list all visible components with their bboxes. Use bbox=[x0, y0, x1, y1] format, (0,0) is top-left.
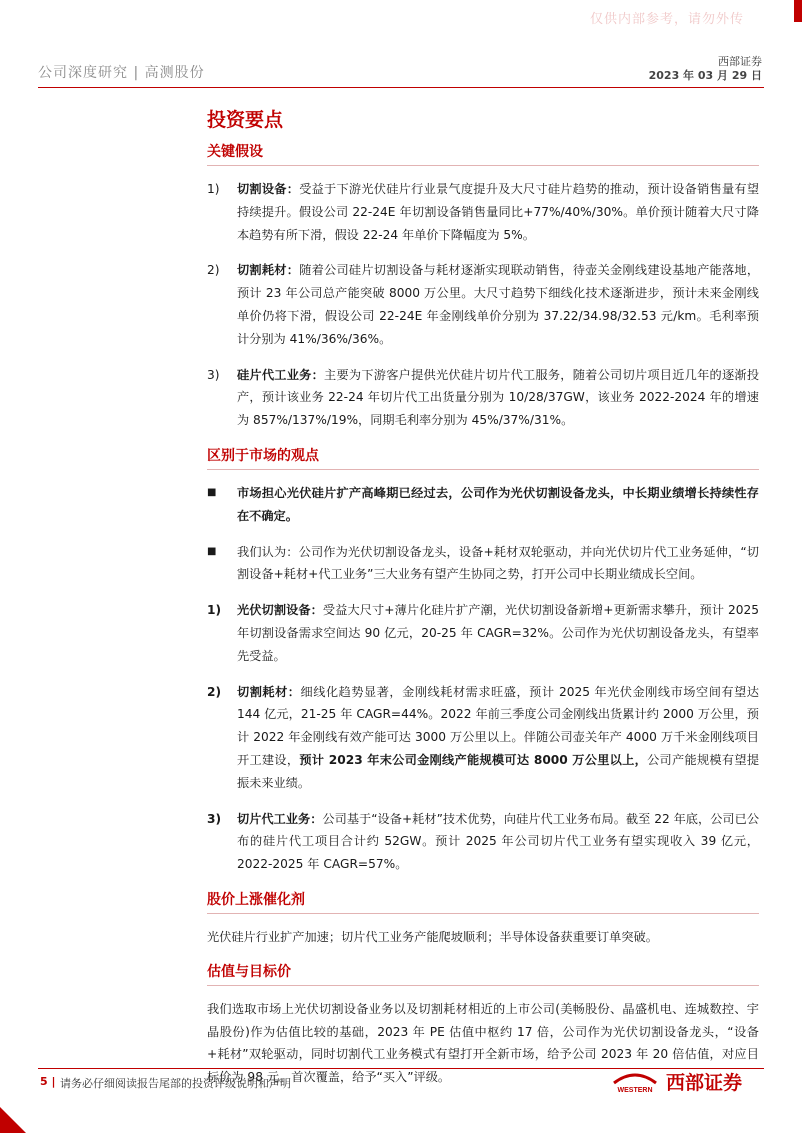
bullet-text: 市场担心光伏硅片扩产高峰期已经过去，公司作为光伏切割设备龙头，中长期业绩增长持续性存在不确定。 bbox=[237, 485, 759, 523]
list-item bbox=[207, 364, 759, 432]
header-breadcrumb: 公司深度研究 | 高测股份 bbox=[38, 65, 205, 81]
list-item bbox=[207, 681, 759, 795]
catalysts-text: 光伏硅片行业扩产加速；切片代工业务产能爬坡顺利；半导体设备获重要订单突破。 bbox=[207, 929, 658, 944]
item-number: 1) bbox=[207, 182, 220, 196]
section-heading-valuation: 估值与目标价 bbox=[207, 961, 759, 986]
list-item bbox=[207, 808, 759, 876]
item-text: 受益大尺寸+薄片化硅片扩产潮，光伏切割设备新增+更新需求攀升，预计 2025 年切割设备需求空间达 90 亿元，20-25 年 CAGR=32%。公司作为光伏切割设备龙头，有望率先受益。 bbox=[237, 603, 759, 663]
item-tail-text: 公司产能规模有望提振未来业绩。 bbox=[237, 752, 760, 790]
corner-accent-icon bbox=[0, 1107, 26, 1133]
bullet-item bbox=[207, 541, 759, 587]
square-bullet-icon: ■ bbox=[207, 486, 217, 498]
item-label: 硅片代工业务： bbox=[237, 367, 325, 382]
western-logo-icon bbox=[610, 1069, 660, 1095]
page-title: 投资要点 bbox=[207, 109, 284, 131]
item-label: 光伏切割设备： bbox=[237, 603, 323, 618]
item-text: 受益于下游光伏硅片行业景气度提升及大尺寸硅片趋势的推动，预计设备销售量有望持续提升。假设公司 22-24E 年切割设备销售量同比+77%/40%/30%。单价预计随着大尺寸降本趋势有所下滑，假设 22-24 年单价下降幅度为 5%。 bbox=[237, 182, 760, 242]
item-text: 随着公司硅片切割设备与耗材逐渐实现联动销售，待壶关金刚线建设基地产能落地，预计 23 年公司总产能突破 8000 万公里。大尺寸趋势下细线化技术逐渐进步，预计未来金刚线单价仍将下滑，假设公司 22-24E 年金刚线单价分别为 37.22/34.98/32.53 元/km。毛利率预计分别为 41%/36%/36%。 bbox=[237, 263, 760, 346]
item-label: 切割耗材： bbox=[237, 684, 301, 699]
item-label: 切片代工业务： bbox=[237, 811, 323, 826]
item-bold-text: 预计 2023 年末公司金刚线产能规模可达 8000 万公里以上， bbox=[299, 752, 648, 767]
item-text: 主要为下游客户提供光伏硅片切片代工服务，随着公司切片项目近几年的逐渐投产，预计该业务 22-24 年切片代工出货量分别为 10/28/37GW，该业务 2022-2024 年的增速为 857%/137%/19%，同期毛利率分别为 45%/37%/31%。 bbox=[237, 367, 760, 428]
list-item bbox=[207, 178, 759, 246]
watermark: 仅供内部参考，请勿外传 bbox=[590, 12, 745, 27]
item-number: 3) bbox=[207, 367, 220, 382]
item-label: 切割耗材： bbox=[237, 263, 300, 278]
logo-en-text: WESTERN bbox=[617, 1086, 653, 1094]
item-text: 公司基于“设备+耗材”技术优势，向硅片代工业务布局。截至 22 年底，公司已公布的硅片代工项目合计约 52GW。预计 2025 年公司切片代工业务有望实现收入 39 亿元，2022-2025 年 CAGR=57%。 bbox=[237, 811, 760, 872]
footer-disclaimer: 请务必仔细阅读报告尾部的投资评级说明和声明 bbox=[60, 1077, 291, 1090]
section-heading-catalysts: 股价上涨催化剂 bbox=[207, 889, 759, 914]
section-heading-differentiated-view: 区别于市场的观点 bbox=[207, 445, 759, 470]
brand-logo bbox=[610, 1068, 742, 1095]
list-item bbox=[207, 599, 759, 667]
item-text: 细线化趋势显著，金刚线耗材需求旺盛，预计 2025 年光伏金刚线市场空间有望达 144 亿元，21-25 年 CAGR=44%。2022 年前三季度公司金刚线出货累计约 2000 万公里，预计 2022 年金刚线有效产能可达 3000 万公里以上。伴随公司壶关年产 4000 万千米金刚线项目开工建设， bbox=[237, 684, 759, 767]
bullet-text: 我们认为：公司作为光伏切割设备龙头，设备+耗材双轮驱动，并向光伏切片代工业务延伸，“切割设备+耗材+代工业务”三大业务有望产生协同之势，打开公司中长期业绩成长空间。 bbox=[237, 544, 759, 582]
section-heading-key-assumptions: 关键假设 bbox=[207, 141, 759, 166]
header-company: 西部证券 bbox=[718, 55, 762, 68]
item-number: 3) bbox=[207, 811, 222, 826]
header-date: 2023 年 03 月 29 日 bbox=[648, 69, 762, 82]
logo-cn-text: 西部证券 bbox=[666, 1072, 743, 1094]
main-content bbox=[207, 105, 759, 1101]
header-divider bbox=[38, 87, 764, 88]
square-bullet-icon: ■ bbox=[207, 545, 217, 557]
bullet-item bbox=[207, 482, 759, 528]
list-item bbox=[207, 259, 759, 350]
header-info bbox=[649, 55, 762, 83]
page-number: 5 | bbox=[40, 1075, 56, 1088]
item-number: 1) bbox=[207, 603, 222, 618]
corner-accent bbox=[794, 0, 802, 22]
item-label: 切割设备： bbox=[237, 182, 300, 196]
valuation-text: 我们选取市场上光伏切割设备业务以及切割耗材相近的上市公司(美畅股份、晶盛机电、连城数控、宇晶股份)作为估值比较的基础，2023 年 PE 估值中枢约 17 倍，公司作为光伏切割设备龙头，“设备+耗材”双轮驱动，同时切割代工业务模式有望打开全新市场，给予公司 2023 年 20 倍估值，对应目标价为 98 元。首次覆盖，给予“买入”评级。 bbox=[207, 1001, 759, 1085]
item-number: 2) bbox=[207, 263, 220, 278]
item-number: 2) bbox=[207, 684, 222, 699]
